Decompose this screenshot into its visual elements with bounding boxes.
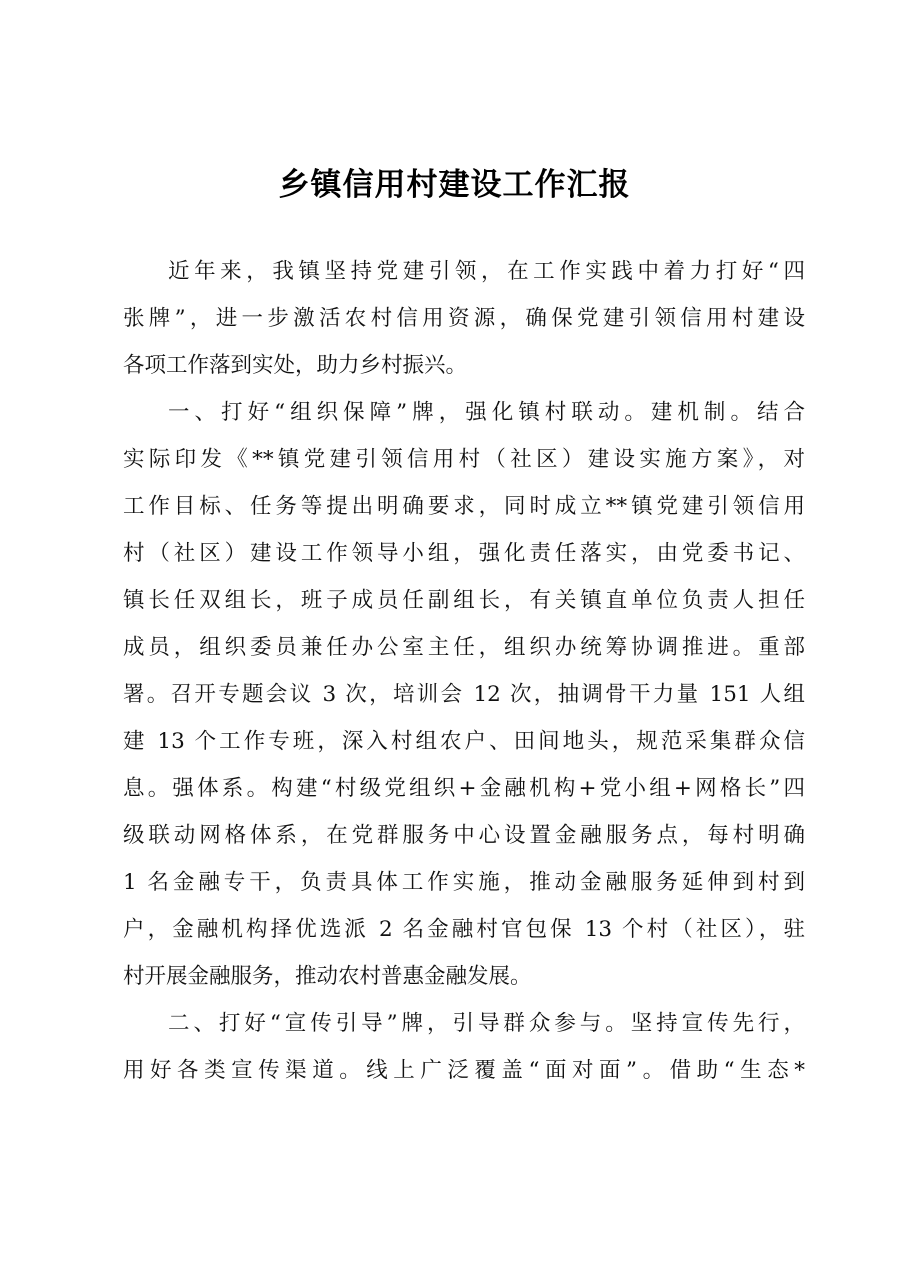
text-line: 户，金融机构择优选派 2 名金融村官包保 13 个村（社区），驻 <box>123 917 805 942</box>
document-body <box>123 248 805 1094</box>
text-line: 镇长任双组长，班子成员任副组长，有关镇直单位负责人担任 <box>123 588 805 613</box>
text-line: 实际印发《**镇党建引领信用村（社区）建设实施方案》，对 <box>123 447 805 472</box>
text-line: 二、打好“宣传引导”牌，引导群众参与。坚持宣传先行， <box>168 1011 805 1036</box>
text-line: 工作目标、任务等提出明确要求，同时成立**镇党建引领信用 <box>123 494 805 519</box>
document-title: 乡镇信用村建设工作汇报 <box>278 167 631 203</box>
text-line: 村（社区）建设工作领导小组，强化责任落实，由党委书记、 <box>123 541 805 566</box>
text-line: 一、打好“组织保障”牌，强化镇村联动。建机制。结合 <box>168 400 805 425</box>
text-line: 村开展金融服务，推动农村普惠金融发展。 <box>123 964 532 989</box>
text-line: 建 13 个工作专班，深入村组农户、田间地头，规范采集群众信 <box>123 729 805 754</box>
text-line: 署。召开专题会议 3 次，培训会 12 次，抽调骨干力量 151 人组 <box>123 682 805 707</box>
text-line: 1 名金融专干，负责具体工作实施，推动金融服务延伸到村到 <box>123 870 805 895</box>
text-line: 息。强体系。构建“村级党组织+金融机构+党小组+网格长”四 <box>123 776 805 801</box>
text-line: 用好各类宣传渠道。线上广泛覆盖“面对面”。借助“生态* <box>123 1058 805 1083</box>
text-line: 各项工作落到实处，助力乡村振兴。 <box>123 353 468 378</box>
text-line: 级联动网格体系，在党群服务中心设置金融服务点，每村明确 <box>123 823 805 848</box>
text-line: 张牌”，进一步激活农村信用资源，确保党建引领信用村建设 <box>123 306 805 331</box>
text-line: 近年来，我镇坚持党建引领，在工作实践中着力打好“四 <box>168 259 805 284</box>
text-line: 成员，组织委员兼任办公室主任，组织办统筹协调推进。重部 <box>123 635 805 660</box>
